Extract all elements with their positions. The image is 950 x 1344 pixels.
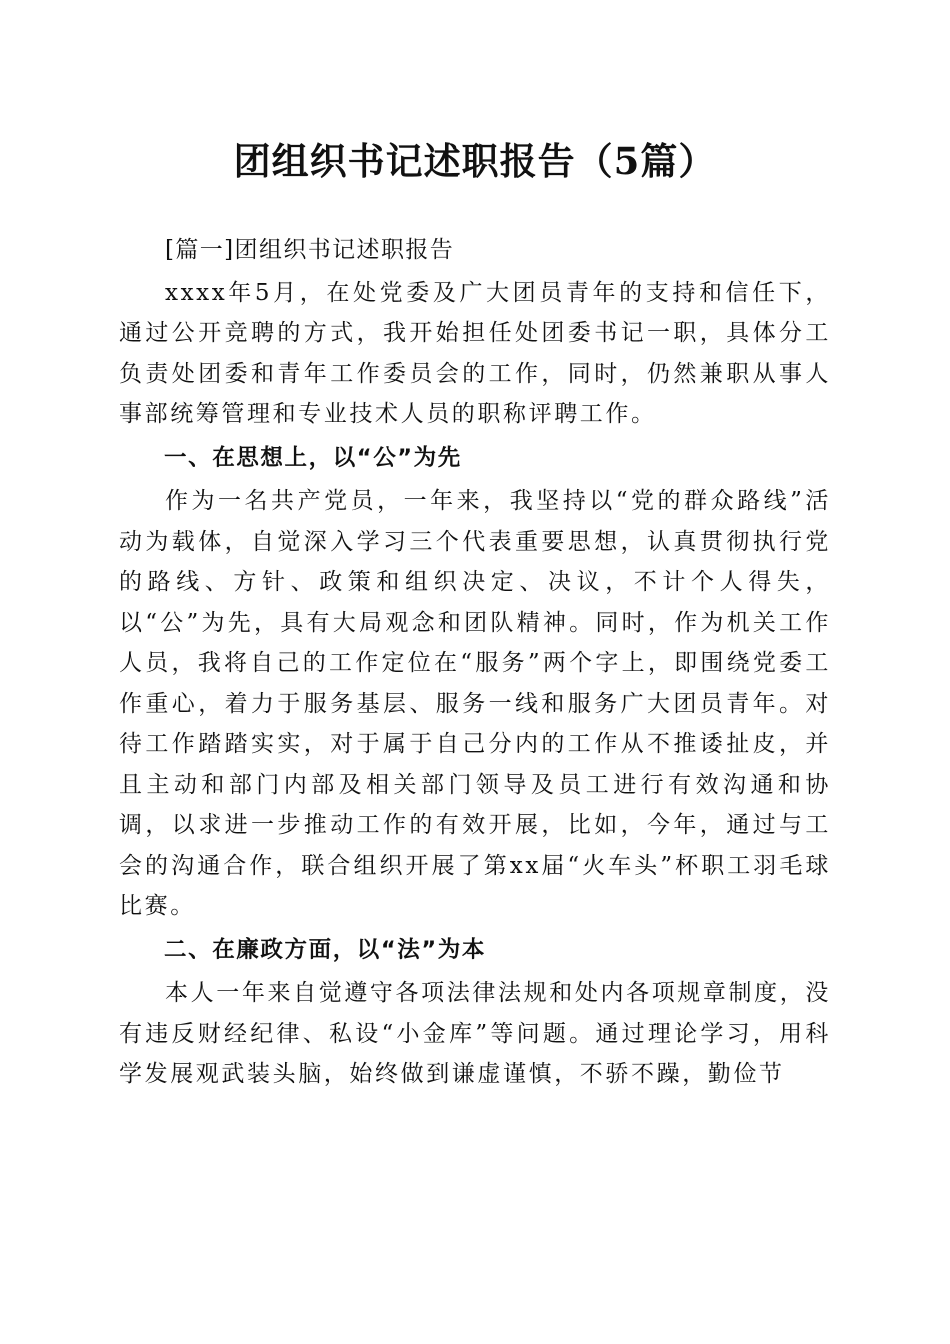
- section-paragraph-2: 本人一年来自觉遵守各项法律法规和处内各项规章制度，没有违反财经纪律、私设“小金库”等问题。通过理论学习，用科学发展观武装头脑，始终做到谦虚谨慎，不骄不躁，勤俭节: [119, 980, 831, 1087]
- document-body: [119, 230, 831, 1095]
- section-heading-1: 一、在思想上，以“公”为先: [164, 444, 462, 471]
- document-title: 团组织书记述职报告（5篇）: [233, 139, 717, 183]
- article-subtitle: [篇一]团组织书记述职报告: [165, 237, 455, 263]
- section-paragraph-1: 作为一名共产党员，一年来，我坚持以“党的群众路线”活动为载体，自觉深入学习三个代表重要思想，认真贯彻执行党的路线、方针、政策和组织决定、决议，不计个人得失，以“公”为先，具有大局观念和团队精神。同时，作为机关工作人员，我将自己的工作定位在“服务”两个字上，即围绕党委工作重心，着力于服务基层、服务一线和服务广大团员青年。对待工作踏踏实实，对于属于自己分内的工作从不推诿扯皮，并且主动和部门内部及相关部门领导及员工进行有效沟通和协调，以求进一步推动工作的有效开展，比如，今年，通过与工会的沟通合作，联合组织开展了第xx届“火车头”杯职工羽毛球比赛。: [119, 488, 831, 919]
- section-heading-2: 二、在廉政方面，以“法”为本: [164, 936, 486, 963]
- intro-paragraph: xxxx年5月，在处党委及广大团员青年的支持和信任下，通过公开竞聘的方式，我开始担任处团委书记一职，具体分工负责处团委和青年工作委员会的工作，同时，仍然兼职从事人事部统筹管理和专业技术人员的职称评聘工作。: [119, 279, 831, 427]
